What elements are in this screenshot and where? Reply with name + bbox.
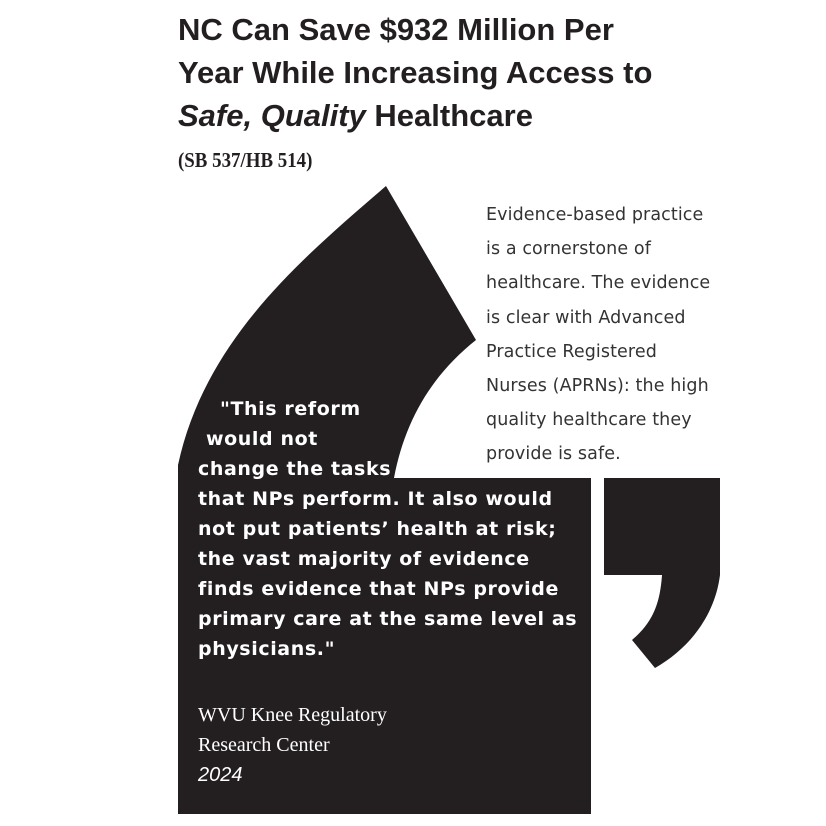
quote-line: change the tasks	[198, 458, 392, 480]
quote-mark-comma	[604, 478, 720, 668]
evidence-line: quality healthcare they	[486, 410, 692, 431]
evidence-line: healthcare. The evidence	[486, 273, 711, 294]
evidence-line: is clear with Advanced	[486, 307, 686, 328]
title-line-1: NC Can Save $932 Million Per	[178, 12, 614, 47]
quote-line: that NPs perform. It also would	[198, 488, 553, 510]
title-italic-phrase: Safe, Quality	[178, 98, 366, 133]
quote-line: would not	[206, 428, 318, 450]
title-line-3-rest: Healthcare	[365, 98, 533, 133]
quote-line: "This reform	[220, 398, 361, 420]
quote-source	[198, 700, 387, 790]
quote-line: not put patients’ health at risk;	[198, 518, 557, 540]
bill-reference: (SB 537/HB 514)	[178, 148, 313, 172]
evidence-line: Evidence-based practice	[486, 205, 704, 225]
quote-line: finds evidence that NPs provide	[198, 578, 559, 600]
evidence-line: Practice Registered	[486, 341, 657, 362]
quote-line: primary care at the same level as	[198, 608, 578, 630]
evidence-line: provide is safe.	[486, 444, 621, 465]
evidence-line: Nurses (APRNs): the high	[486, 376, 709, 397]
pull-quote	[198, 394, 577, 664]
quote-line: the vast majority of evidence	[198, 548, 530, 570]
source-line-2: Research Center	[198, 734, 330, 756]
title-line-2: Year While Increasing Access to	[178, 55, 653, 90]
evidence-line: is a cornerstone of	[486, 239, 651, 260]
source-line-1: WVU Knee Regulatory	[198, 704, 387, 726]
source-year: 2024	[198, 764, 243, 786]
quote-line: physicians."	[198, 638, 336, 660]
